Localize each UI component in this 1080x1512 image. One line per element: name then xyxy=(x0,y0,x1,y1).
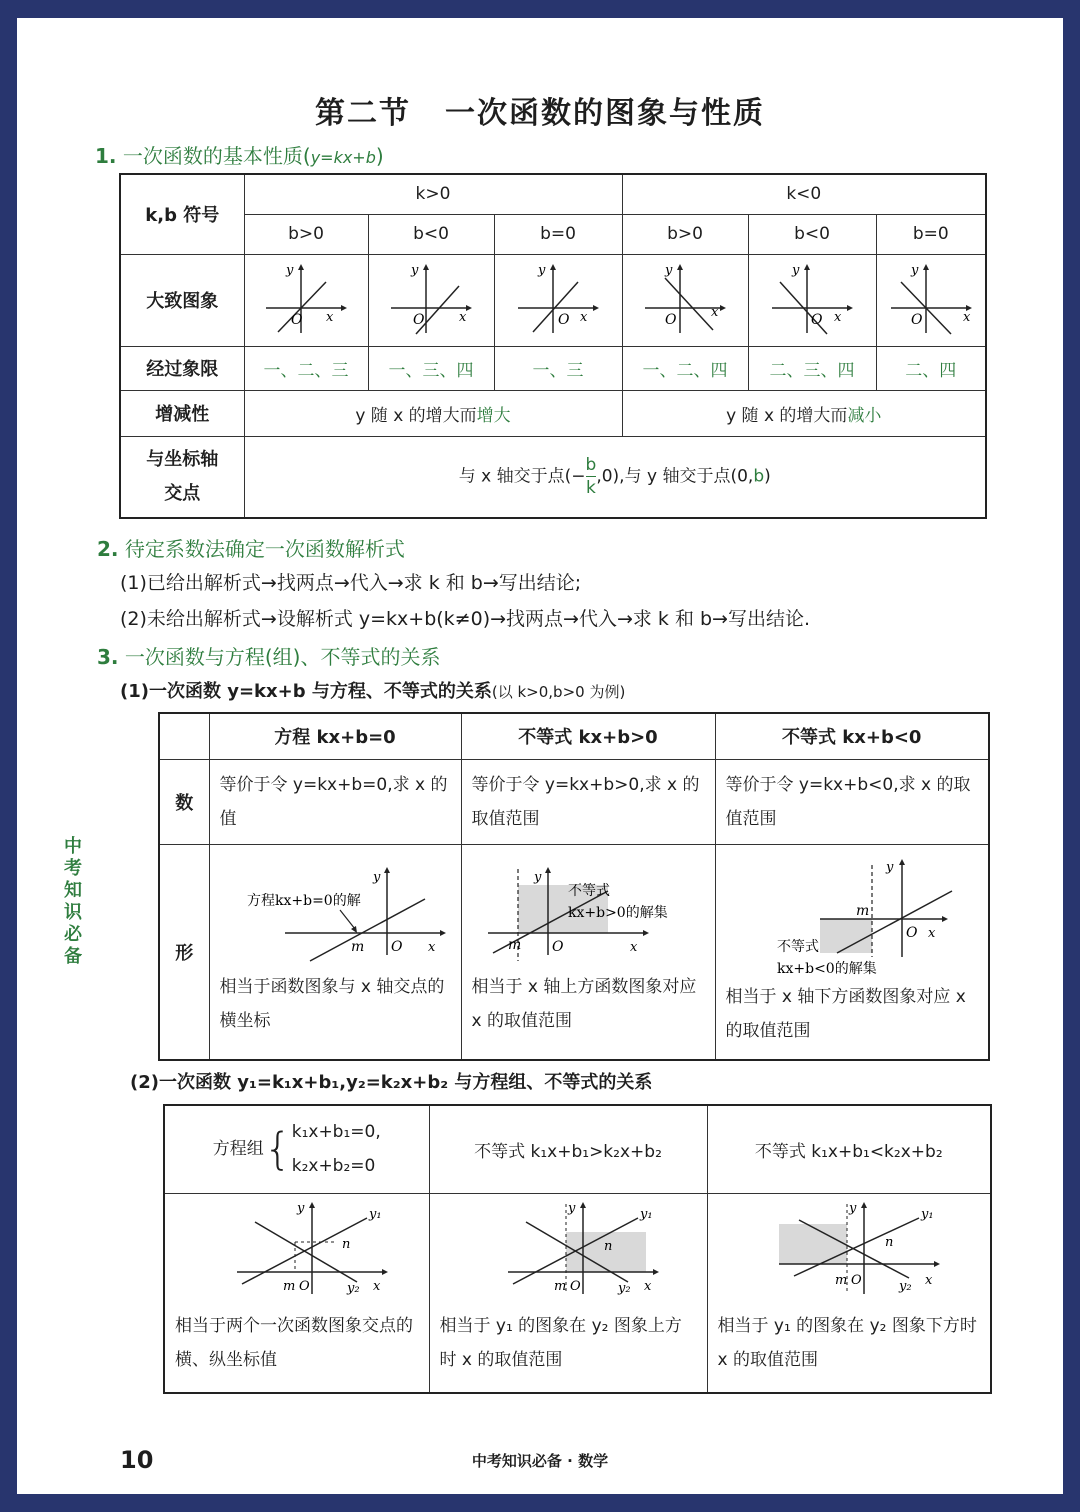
quadrant-4: 一、二、四 xyxy=(622,346,748,390)
side-label: 中考知识必备 xyxy=(64,836,82,967)
section-2-line-2: (2)未给出解析式→设解析式 y=kx+b(k≠0)→找两点→代入→求 k 和 b→写出结论. xyxy=(120,608,811,630)
corner-cell xyxy=(159,713,209,759)
monotonicity-k-pos: y 随 x 的增大而增大 xyxy=(244,390,622,436)
svg-text:O: O xyxy=(552,938,564,955)
subsection-1-heading: (1)一次函数 y=kx+b 与方程、不等式的关系(以 k>0,b>0 为例) xyxy=(120,681,626,702)
svg-text:x: x xyxy=(927,925,936,941)
kb-sign-label: k,b 符号 xyxy=(120,174,244,254)
b-col-4: b>0 xyxy=(622,214,748,254)
graph-system-intersection xyxy=(197,1194,397,1298)
svg-text:m: m xyxy=(855,902,870,919)
system-graph-cell xyxy=(164,1193,429,1393)
svg-text:不等式: 不等式 xyxy=(776,938,819,955)
svg-text:y₂: y₂ xyxy=(618,1280,631,1296)
svg-text:x: x xyxy=(962,309,971,325)
subsection-2-heading: (2)一次函数 y₁=k₁x+b₁,y₂=k₂x+b₂ 与方程组、不等式的关系 xyxy=(130,1072,653,1093)
k-negative-header: k<0 xyxy=(622,174,986,214)
svg-text:y: y xyxy=(665,262,673,278)
svg-text:y: y xyxy=(538,262,546,278)
svg-text:m: m xyxy=(282,1278,296,1294)
quadrant-2: 一、三、四 xyxy=(368,346,494,390)
xing-inequality-gt xyxy=(461,844,715,1060)
svg-text:y₂: y₂ xyxy=(898,1278,912,1294)
svg-text:O: O xyxy=(811,311,823,328)
equation-inequality-table xyxy=(158,712,990,1061)
svg-text:x: x xyxy=(459,309,467,325)
svg-text:O: O xyxy=(910,311,923,328)
svg-text:y: y xyxy=(568,1200,576,1216)
svg-text:m: m xyxy=(508,936,522,953)
graph-equation-root xyxy=(215,845,455,965)
svg-text:y: y xyxy=(411,262,419,278)
svg-text:方程kx+b=0的解: 方程kx+b=0的解 xyxy=(247,892,361,909)
header-inequality-lt: 不等式 kx+b<0 xyxy=(715,713,989,759)
graph-cell-6 xyxy=(876,254,986,346)
svg-text:O: O xyxy=(298,1278,310,1294)
svg-text:m: m xyxy=(834,1272,848,1288)
header-inequality-gt: 不等式 kx+b>0 xyxy=(461,713,715,759)
graph-cell-5 xyxy=(748,254,876,346)
b-col-1: b>0 xyxy=(244,214,368,254)
quadrant-1: 一、二、三 xyxy=(244,346,368,390)
svg-text:x: x xyxy=(644,1278,652,1294)
graph-k-neg-b-neg xyxy=(762,258,862,338)
svg-text:x: x xyxy=(372,1278,381,1294)
svg-text:x: x xyxy=(428,939,436,955)
b-col-3: b=0 xyxy=(494,214,622,254)
ineq-gt-text: 相当于 y₁ 的图象在 y₂ 图象上方时 x 的取值范围 xyxy=(439,1315,682,1370)
page-number: 10 xyxy=(120,1446,154,1474)
svg-text:O: O xyxy=(665,311,677,328)
shu-equation: 等价于令 y=kx+b=0,求 x 的值 xyxy=(209,759,461,844)
section-2-heading: 2. 待定系数法确定一次函数解析式 xyxy=(97,537,405,561)
b-col-5: b<0 xyxy=(748,214,876,254)
axis-intersection-label: 与坐标轴 交点 xyxy=(120,436,244,518)
svg-text:x: x xyxy=(580,309,588,325)
graph-y1-below-y2 xyxy=(749,1194,949,1298)
properties-table xyxy=(119,173,987,519)
ineq-lt-graph-cell xyxy=(707,1193,991,1393)
system-text: 相当于两个一次函数图象交点的横、纵坐标值 xyxy=(175,1315,413,1370)
quadrant-row-label: 经过象限 xyxy=(120,346,244,390)
header-ineq-gt: 不等式 k₁x+b₁>k₂x+b₂ xyxy=(429,1105,707,1193)
svg-text:y: y xyxy=(286,262,294,278)
svg-text:x: x xyxy=(326,309,334,325)
graph-cell-3 xyxy=(494,254,622,346)
graph-inequality-lt xyxy=(722,845,982,975)
quadrant-3: 一、三 xyxy=(494,346,622,390)
svg-text:x: x xyxy=(924,1272,933,1288)
svg-text:m: m xyxy=(351,938,365,955)
section-2-line-1: (1)已给出解析式→找两点→代入→求 k 和 b→写出结论; xyxy=(120,572,582,594)
svg-text:O: O xyxy=(413,311,425,328)
svg-text:y₁: y₁ xyxy=(920,1206,934,1222)
svg-text:O: O xyxy=(905,924,918,941)
svg-text:不等式: 不等式 xyxy=(568,882,610,899)
graph-y1-above-y2 xyxy=(468,1194,668,1298)
graph-cell-2 xyxy=(368,254,494,346)
b-col-2: b<0 xyxy=(368,214,494,254)
graph-k-pos-b-zero xyxy=(508,258,608,338)
svg-text:y: y xyxy=(534,869,542,885)
svg-text:y: y xyxy=(373,869,381,885)
shu-inequality-gt: 等价于令 y=kx+b>0,求 x 的取值范围 xyxy=(461,759,715,844)
svg-text:kx+b<0的解集: kx+b<0的解集 xyxy=(776,960,877,975)
svg-text:y: y xyxy=(885,859,894,875)
b-col-6: b=0 xyxy=(876,214,986,254)
row-label-xing: 形 xyxy=(159,844,209,1060)
ineq-lt-text: 相当于 y₁ 的图象在 y₂ 图象下方时 x 的取值范围 xyxy=(717,1315,977,1370)
monotonicity-k-neg: y 随 x 的增大而减小 xyxy=(622,390,986,436)
svg-text:n: n xyxy=(884,1234,894,1250)
section-3-heading: 3. 一次函数与方程(组)、不等式的关系 xyxy=(97,645,441,669)
system-inequality-table xyxy=(163,1104,992,1394)
fraction-b-over-k: $\frac{b}{k}$ xyxy=(585,455,597,499)
svg-text:x: x xyxy=(630,939,638,955)
svg-text:O: O xyxy=(850,1272,862,1288)
svg-text:y: y xyxy=(848,1200,857,1216)
axis-intersection-value: 与 x 轴交于点(− $\frac{b}{k}$ ,0),与 y 轴交于点(0,b) xyxy=(244,436,986,518)
shu-inequality-lt: 等价于令 y=kx+b<0,求 x 的取值范围 xyxy=(715,759,989,844)
svg-text:y: y xyxy=(296,1200,305,1216)
header-system: 方程组{k₁x+b₁=0, k₂x+b₂=0 xyxy=(164,1105,429,1193)
page-title: 第二节 一次函数的图象与性质 xyxy=(315,96,765,131)
xing-equation xyxy=(209,844,461,1060)
svg-text:O: O xyxy=(391,938,403,955)
svg-text:y: y xyxy=(792,262,800,278)
graph-row-label: 大致图象 xyxy=(120,254,244,346)
graph-inequality-gt xyxy=(468,845,708,965)
graph-cell-1 xyxy=(244,254,368,346)
svg-text:y: y xyxy=(910,262,919,278)
header-ineq-lt: 不等式 k₁x+b₁<k₂x+b₂ xyxy=(707,1105,991,1193)
svg-text:y₁: y₁ xyxy=(368,1206,382,1222)
quadrant-6: 二、四 xyxy=(876,346,986,390)
ineq-gt-graph-cell xyxy=(429,1193,707,1393)
svg-text:n: n xyxy=(341,1236,351,1252)
svg-text:O: O xyxy=(558,311,570,328)
xing-inequality-gt-text: 相当于 x 轴上方函数图象对应 x 的取值范围 xyxy=(471,976,697,1031)
svg-text:m: m xyxy=(554,1278,567,1294)
svg-text:x: x xyxy=(834,309,842,325)
monotonicity-row-label: 增减性 xyxy=(120,390,244,436)
svg-text:y₂: y₂ xyxy=(346,1280,360,1296)
row-label-shu: 数 xyxy=(159,759,209,844)
k-positive-header: k>0 xyxy=(244,174,622,214)
svg-text:kx+b>0的解集: kx+b>0的解集 xyxy=(568,904,668,921)
svg-text:O: O xyxy=(291,311,303,328)
footer: 中考知识必备 · 数学 xyxy=(471,1452,609,1470)
section-1-heading: 1. 一次函数的基本性质(y=kx+b) xyxy=(95,144,384,168)
graph-k-neg-b-pos xyxy=(635,258,735,338)
graph-k-pos-b-neg xyxy=(381,258,481,338)
xing-equation-text: 相当于函数图象与 x 轴交点的横坐标 xyxy=(219,976,445,1031)
graph-k-pos-b-pos xyxy=(256,258,356,338)
header-equation: 方程 kx+b=0 xyxy=(209,713,461,759)
graph-cell-4 xyxy=(622,254,748,346)
svg-text:O: O xyxy=(570,1278,581,1294)
brace-icon: { xyxy=(263,1123,292,1175)
quadrant-5: 二、三、四 xyxy=(748,346,876,390)
xing-inequality-lt xyxy=(715,844,989,1060)
svg-text:n: n xyxy=(604,1238,613,1254)
xing-inequality-lt-text: 相当于 x 轴下方函数图象对应 x 的取值范围 xyxy=(725,986,966,1041)
svg-text:x: x xyxy=(711,304,719,320)
graph-k-neg-b-zero xyxy=(881,258,981,338)
svg-text:y₁: y₁ xyxy=(640,1206,653,1222)
